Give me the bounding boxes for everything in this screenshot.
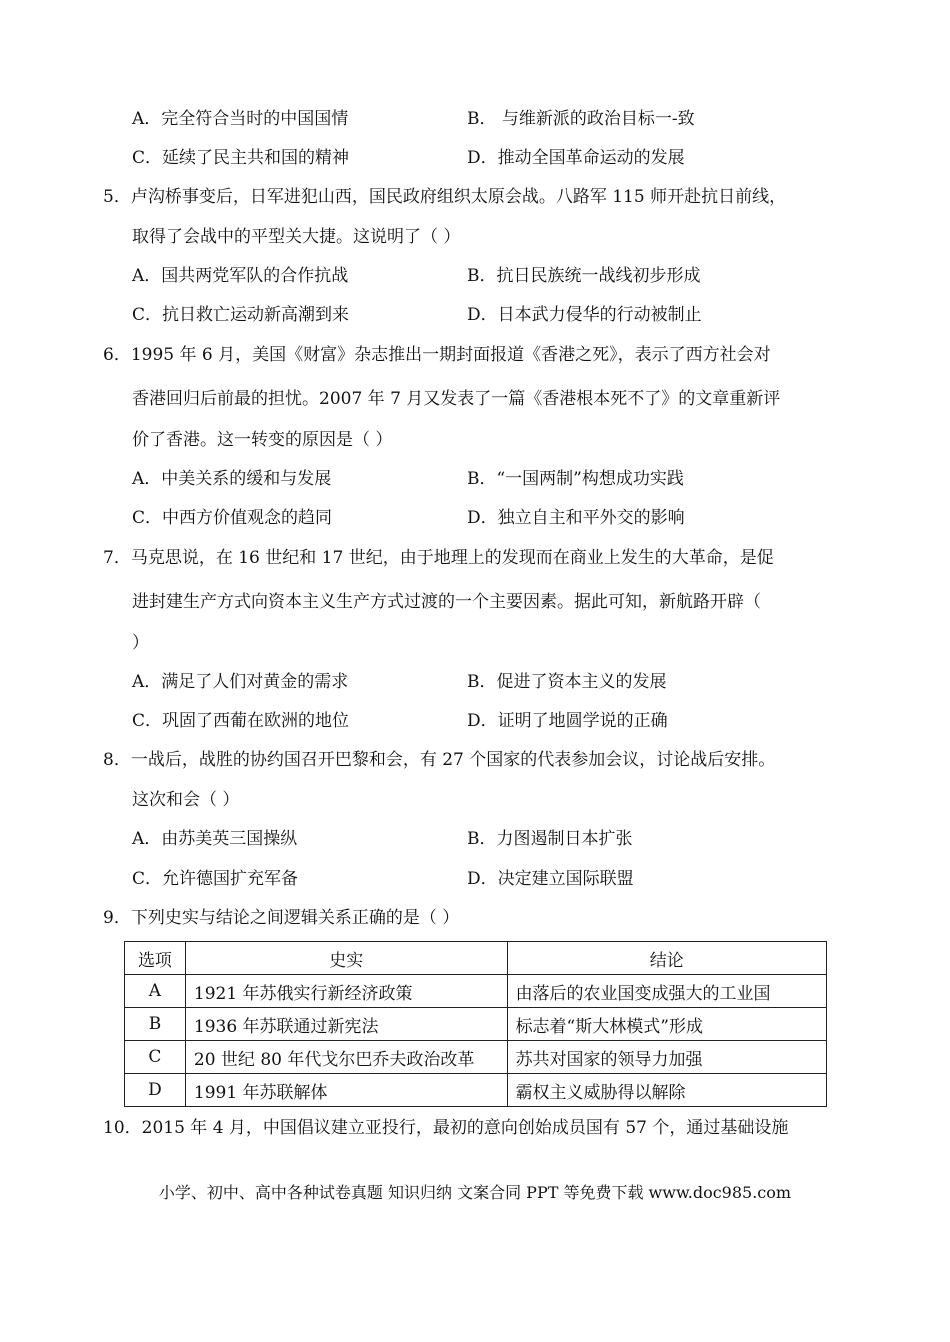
q7-stem-line1: 7．马克思说，在 16 世纪和 17 世纪，由于地理上的发现而在商业上发生的大革命，是促 xyxy=(103,548,774,568)
q9-stem-line1: 9．下列史实与结论之间逻辑关系正确的是（ ） xyxy=(103,908,460,928)
q7-option-b: B．促进了资本主义的发展 xyxy=(467,672,667,692)
q5-stem-line1: 5．卢沟桥事变后，日军进犯山西，国民政府组织太原会战。八路军 115 师开赴抗日前线， xyxy=(103,187,787,207)
q5-option-c: C．抗日救亡运动新高潮到来 xyxy=(132,305,350,325)
table-cell: B xyxy=(125,1008,186,1041)
table-row xyxy=(125,975,827,1008)
q4-option-b: B． 与维新派的政治目标一-致 xyxy=(467,109,695,129)
q6-option-d: D．独立自主和平外交的影响 xyxy=(467,508,685,528)
q7-option-a: A．满足了人们对黄金的需求 xyxy=(132,672,349,692)
q6-option-c: C．中西方价值观念的趋同 xyxy=(132,508,333,528)
table-row xyxy=(125,1041,827,1074)
table-cell: 由落后的农业国变成强大的工业国 xyxy=(507,975,826,1008)
table-cell: 标志着“斯大林模式”形成 xyxy=(507,1008,826,1041)
q7-stem-line2: 进封建生产方式向资本主义生产方式过渡的一个主要因素。据此可知，新航路开辟（ xyxy=(132,592,761,612)
q10-stem-line1: 10．2015 年 4 月，中国倡议建立亚投行，最初的意向创始成员国有 57 个，通过基础设施 xyxy=(103,1118,789,1138)
q9-table xyxy=(124,941,827,1107)
q5-option-d: D．日本武力侵华的行动被制止 xyxy=(467,305,702,325)
table-cell: D xyxy=(125,1074,186,1107)
q8-stem-line1: 8．一战后，战胜的协约国召开巴黎和会，有 27 个国家的代表参加会议，讨论战后安排。 xyxy=(103,750,776,770)
q8-option-a: A．由苏美英三国操纵 xyxy=(132,829,298,849)
q6-option-a: A．中美关系的缓和与发展 xyxy=(132,469,332,489)
table-row xyxy=(125,1074,827,1107)
q6-stem-line1: 6．1995 年 6 月，美国《财富》杂志推出一期封面报道《香港之死》，表示了西方社会对 xyxy=(103,345,771,365)
q5-option-b: B．抗日民族统一战线初步形成 xyxy=(467,266,701,286)
q6-stem-line3: 价了香港。这一转变的原因是（ ） xyxy=(132,430,393,450)
page-footer: 小学、初中、高中各种试卷真题 知识归纳 文案合同 PPT 等免费下载 www.doc985.com xyxy=(158,1183,792,1202)
q8-option-d: D．决定建立国际联盟 xyxy=(467,869,634,889)
table-cell: 20 世纪 80 年代戈尔巴乔夫政治改革 xyxy=(185,1041,507,1074)
q5-stem-line2: 取得了会战中的平型关大捷。这说明了（ ） xyxy=(132,227,461,247)
table-row xyxy=(125,1008,827,1041)
q8-option-c: C．允许德国扩充军备 xyxy=(132,869,299,889)
table-cell: 1921 年苏俄实行新经济政策 xyxy=(185,975,507,1008)
table-cell: A xyxy=(125,975,186,1008)
q4-option-a: A．完全符合当时的中国国情 xyxy=(132,109,349,129)
table-cell: 霸权主义威胁得以解除 xyxy=(507,1074,826,1107)
table-header-fact: 史实 xyxy=(185,942,507,975)
q6-option-b: B．“一国两制”构想成功实践 xyxy=(467,469,684,489)
table-header-conclusion: 结论 xyxy=(507,942,826,975)
q7-stem-line3: ） xyxy=(132,633,149,653)
table-cell: 1991 年苏联解体 xyxy=(185,1074,507,1107)
q5-option-a: A．国共两党军队的合作抗战 xyxy=(132,266,349,286)
table-header-row xyxy=(125,942,827,975)
q6-stem-line2: 香港回归后前最的担忧。2007 年 7 月又发表了一篇《香港根本死不了》的文章重新评 xyxy=(132,389,781,409)
table-cell: C xyxy=(125,1041,186,1074)
table-cell: 苏共对国家的领导力加强 xyxy=(507,1041,826,1074)
q4-option-d: D．推动全国革命运动的发展 xyxy=(467,148,685,168)
q7-option-d: D．证明了地圆学说的正确 xyxy=(467,711,668,731)
q4-option-c: C．延续了民主共和国的精神 xyxy=(132,148,350,168)
table-header-option: 选项 xyxy=(125,942,186,975)
q7-option-c: C．巩固了西葡在欧洲的地位 xyxy=(132,711,350,731)
table-cell: 1936 年苏联通过新宪法 xyxy=(185,1008,507,1041)
q8-stem-line2: 这次和会（ ） xyxy=(132,790,240,810)
q8-option-b: B．力图遏制日本扩张 xyxy=(467,829,633,849)
